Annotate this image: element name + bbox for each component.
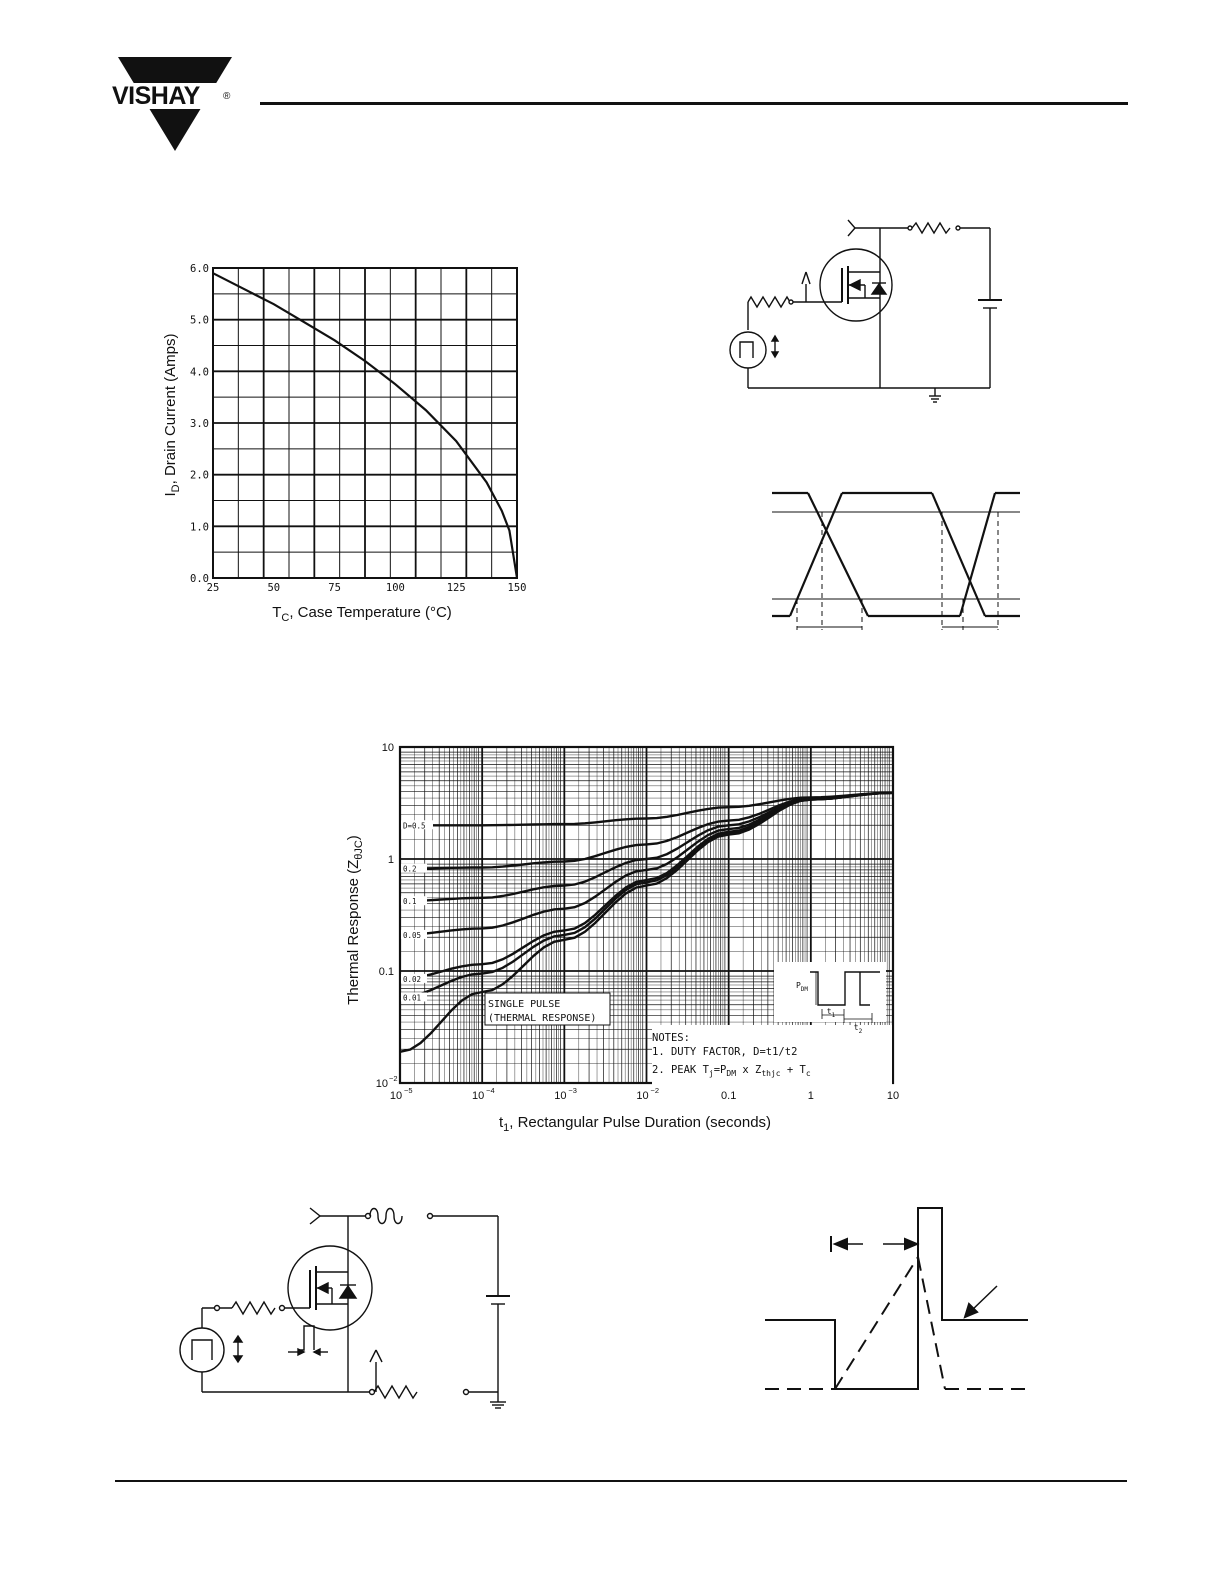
vishay-logo: [108, 55, 238, 155]
y-tick-label: 1.0: [190, 521, 209, 534]
single-pulse-sublabel: (THERMAL RESPONSE): [488, 1013, 597, 1024]
x-tick-exponent: −2: [650, 1086, 660, 1095]
switching-test-circuit: [720, 210, 1010, 410]
x-tick-label: 125: [446, 582, 466, 594]
x-tick-label: 100: [385, 582, 405, 594]
drain-current-chart-svg: [150, 250, 540, 640]
duty-factor-label: 0.01: [403, 993, 422, 1003]
inductive-waveform-diagram: [765, 1200, 1035, 1410]
y-tick-label: 10: [375, 1078, 388, 1090]
y-axis-label: Thermal Response $(Z_{\theta JC})$: [345, 835, 365, 1005]
x-tick-label: 25: [206, 582, 220, 594]
x-tick-exponent: −4: [486, 1086, 495, 1095]
y-tick-label: 0.1: [378, 966, 394, 978]
y-tick-label: 0.0: [190, 573, 209, 585]
logo-registered-mark: ®: [223, 91, 231, 102]
inductive-waveform: [765, 1200, 1035, 1410]
logo-text: VISHAY: [112, 82, 200, 110]
thermal-response-chart: [340, 735, 920, 1145]
x-tick-label: 50: [267, 582, 281, 594]
duty-factor-label: 0.05: [403, 930, 422, 940]
x-tick-label: 75: [328, 582, 341, 594]
footer-rule: [115, 1480, 1127, 1482]
x-axis-label: $T_C$, Case Temperature (°C): [272, 604, 452, 624]
duty-factor-label: 0.1: [403, 897, 417, 907]
x-tick-exponent: −5: [404, 1086, 413, 1095]
switching-circuit-schematic: [720, 210, 1010, 410]
duty-factor-label: 0.2: [403, 864, 417, 874]
duty-factor-label: 0.02: [403, 974, 422, 984]
note-peak-tj: 2. PEAK $T_j=P_{DM}$ x $Z_{thjc} + T_c$: [652, 1064, 811, 1078]
x-axis-label: $t_1$, Rectangular Pulse Duration (seconds): [498, 1114, 772, 1134]
y-axis-label: $I_D$, Drain Current (Amps): [162, 333, 182, 497]
y-tick-label: 6.0: [190, 263, 209, 275]
x-tick-label: 10: [636, 1090, 649, 1102]
x-tick-label: 10: [472, 1090, 485, 1102]
inductive-test-circuit: [170, 1200, 520, 1425]
y-tick-label: 2.0: [190, 469, 209, 482]
x-tick-label: 1: [807, 1090, 814, 1102]
thermal-response-chart-svg: [340, 735, 920, 1145]
y-tick-exponent: −2: [389, 1074, 398, 1083]
x-tick-label: 150: [507, 582, 527, 594]
switching-waveform-diagram: [770, 485, 1035, 635]
header-rule: [260, 102, 1128, 105]
y-tick-label: 10: [381, 742, 394, 754]
single-pulse-label: SINGLE PULSE: [488, 999, 561, 1010]
inset-pdm-label: $P_{DM}$: [795, 981, 809, 993]
drain-current-chart: [150, 250, 540, 640]
x-tick-exponent: −3: [568, 1086, 577, 1095]
inset-t1-label: $t_1$: [826, 1007, 836, 1019]
y-tick-label: 4.0: [190, 366, 209, 379]
y-tick-label: 5.0: [190, 314, 209, 327]
note-duty-factor: 1. DUTY FACTOR, D=t1/t2: [652, 1046, 798, 1058]
y-tick-label: 1: [387, 854, 394, 866]
x-tick-label: 0.1: [721, 1090, 737, 1102]
notes-title: NOTES:: [652, 1032, 690, 1044]
y-tick-label: 3.0: [190, 418, 209, 430]
inset-t2-label: $t_2$: [853, 1023, 863, 1035]
x-tick-label: 10: [886, 1090, 900, 1102]
duty-factor-label: D=0.5: [403, 821, 426, 831]
inductive-circuit-schematic: [170, 1200, 520, 1425]
x-tick-label: 10: [389, 1090, 403, 1102]
switching-waveform: [770, 485, 1035, 635]
x-tick-label: 10: [554, 1090, 567, 1102]
